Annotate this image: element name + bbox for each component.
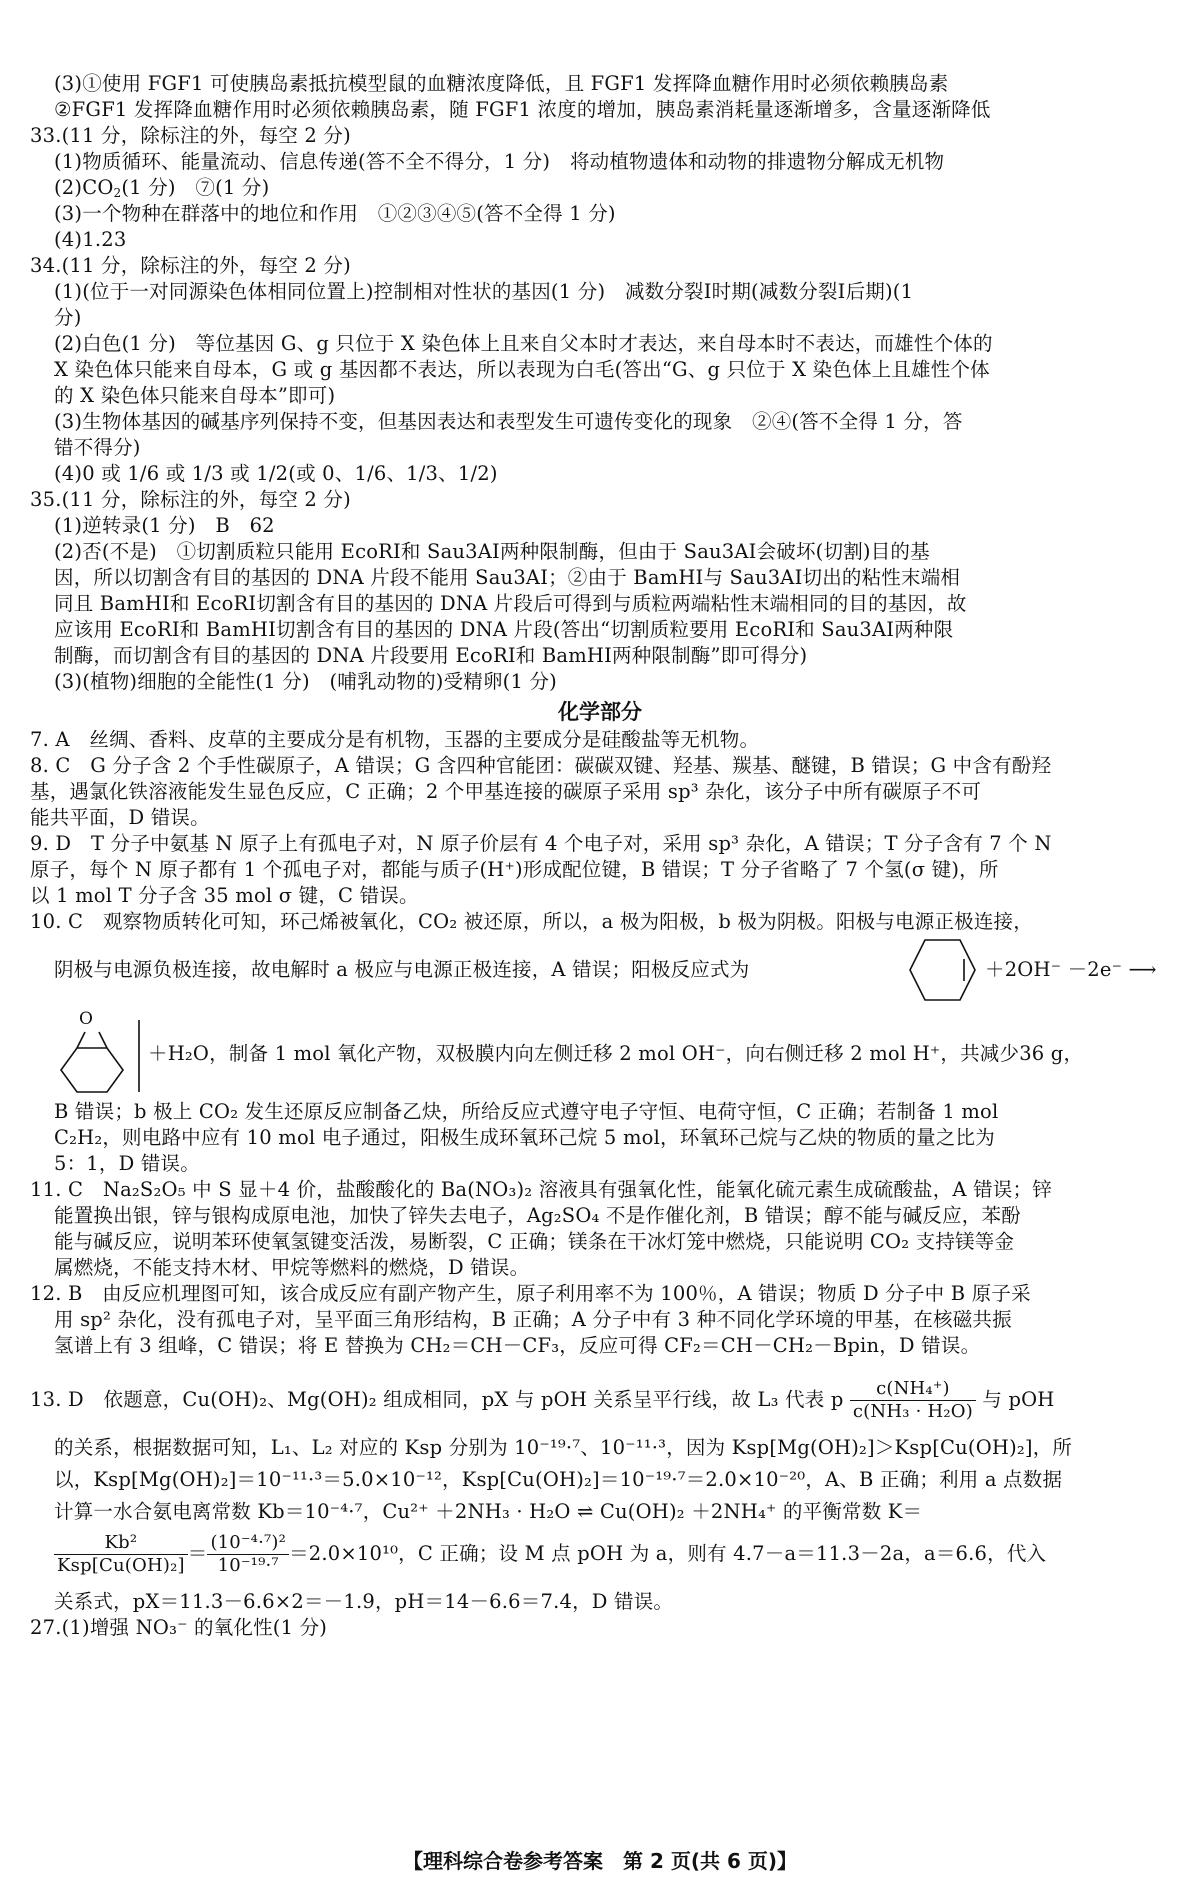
text-line: (3)(植物)细胞的全能性(1 分) (哺乳动物的)受精卵(1 分) (54, 670, 557, 693)
text-line: ＋H₂O，制备 1 mol 氧化产物，双极膜内向左侧迁移 2 mol OH⁻，向右侧迁移 2 mol H⁺，共减少36 g， (148, 1042, 1084, 1065)
text-line: C₂H₂，则电路中应有 10 mol 电子通过，阳极生成环氧环己烷 5 mol，环氧环己烷与乙炔的物质的量之比为 (54, 1126, 995, 1149)
text-line: 能与碱反应，说明苯环使氧氢键变活泼，易断裂，C 正确；镁条在干冰灯笼中燃烧，只能说明 CO₂ 支持镁等金 (54, 1230, 1015, 1253)
text-line: 13. D 依题意，Cu(OH)₂、Mg(OH)₂ 组成相同，pX 与 pOH 关系呈平行线，故 L₃ 代表 p $\frac{\text{c(NH₄⁺)}}{\text{c(NH₃ · H₂O)}}$ 与 pOH (30, 1378, 1055, 1422)
question-heading: 35.(11 分，除标注的外，每空 2 分) (30, 488, 351, 511)
text-line: 11. C Na₂S₂O₅ 中 S 显＋4 价，盐酸酸化的 Ba(NO₃)₂ 溶液具有强氧化性，能氧化硫元素生成硫酸盐，A 错误；锌 (30, 1178, 1052, 1201)
text-line: 分) (54, 306, 82, 329)
text-line: X 染色体只能来自母本，G 或 g 基因都不表达，所以表现为白毛(答出“G、g 只位于 X 染色体上且雄性个体 (54, 358, 990, 381)
text-line: ②FGF1 发挥降血糖作用时必须依赖胰岛素，随 FGF1 浓度的增加，胰岛素消耗量逐渐增多，含量逐渐降低 (54, 98, 991, 121)
text-line: 的关系，根据数据可知，L₁、L₂ 对应的 Ksp 分别为 10⁻¹⁹·⁷、10⁻¹¹·³，因为 Ksp[Mg(OH)₂]＞Ksp[Cu(OH)₂]，所 (54, 1436, 1073, 1459)
k-fraction: $\frac{\text{Kb²}}{\text{Ksp[Cu(OH)₂]}}$ (54, 1532, 188, 1577)
text-line: 制酶，而切割含有目的基因的 DNA 片段要用 EcoRⅠ和 BamHⅠ两种限制酶”即可得分) (54, 644, 808, 667)
value-fraction: $\frac{\text{(10⁻⁴·⁷)²}}{\text{10⁻¹⁹·⁷}}$ (207, 1532, 289, 1577)
cyclohexene-structure (905, 935, 980, 1005)
text-line: (2)否(不是) ①切割质粒只能用 EcoRⅠ和 Sau3AⅠ两种限制酶，但由于 Sau3AⅠ会破坏(切割)目的基 (54, 540, 930, 563)
text-line: 应该用 EcoRⅠ和 BamHⅠ切割含有目的基因的 DNA 片段(答出“切割质粒要用 EcoRⅠ和 Sau3AⅠ两种限 (54, 618, 954, 641)
text-line: (3)一个物种在群落中的地位和作用 ①②③④⑤(答不全得 1 分) (54, 202, 616, 225)
text-line: (4)1.23 (54, 228, 127, 251)
text-line: 5：1，D 错误。 (54, 1152, 200, 1175)
ratio-fraction: $\frac{\text{c(NH₄⁺)}}{\text{c(NH₃ · H₂O)}}$ (850, 1378, 976, 1423)
text-line: 12. B 由反应机理图可知，该合成反应有副产物产生，原子利用率不为 100％，A 错误；物质 D 分子中 B 原子采 (30, 1282, 1031, 1305)
text-line: 因，所以切割含有目的基因的 DNA 片段不能用 Sau3AⅠ；②由于 BamHⅠ与 Sau3AⅠ切出的粘性末端相 (54, 566, 961, 589)
text-line: 7. A 丝绸、香料、皮草的主要成分是有机物，玉器的主要成分是硅酸盐等无机物。 (30, 728, 760, 751)
text-line: (1)物质循环、能量流动、信息传递(答不全不得分，1 分) 将动植物遗体和动物的排遗物分解成无机物 (54, 150, 945, 173)
text-line: 计算一水合氨电离常数 Kb＝10⁻⁴·⁷，Cu²⁺ ＋2NH₃ · H₂O ⇌ Cu(OH)₂ ＋2NH₄⁺ 的平衡常数 K＝ (54, 1500, 923, 1523)
question-heading: 34.(11 分，除标注的外，每空 2 分) (30, 254, 351, 277)
text-line: 同且 BamHⅠ和 EcoRⅠ切割含有目的基因的 DNA 片段后可得到与质粒两端粘性末端相同的目的基因，故 (54, 592, 967, 615)
text-line: 的 X 染色体只能来自母本”即可) (54, 384, 336, 407)
section-title: 化学部分 (558, 700, 642, 724)
text-line: (2)白色(1 分) 等位基因 G、g 只位于 X 染色体上且来自父本时才表达，来自母本时不表达，而雄性个体的 (54, 332, 993, 355)
text-line: 关系式，pX＝11.3－6.6×2＝－1.9，pH＝14－6.6＝7.4，D 错误。 (54, 1590, 674, 1613)
text-line: (1)逆转录(1 分) B 62 (54, 514, 275, 537)
text-line: (1)(位于一对同源染色体相同位置上)控制相对性状的基因(1 分) 减数分裂Ⅰ时期(减数分裂Ⅰ后期)(1 (54, 280, 914, 303)
epoxycyclohexane-structure (55, 1010, 145, 1095)
text-line: 以 1 mol T 分子含 35 mol σ 键，C 错误。 (30, 884, 419, 907)
question-heading: 33.(11 分，除标注的外，每空 2 分) (30, 124, 351, 147)
text-line: 10. C 观察物质转化可知，环己烯被氧化，CO₂ 被还原，所以，a 极为阳极，b 极为阴极。阳极与电源正极连接， (30, 910, 1033, 933)
text-line: 用 sp² 杂化，没有孤电子对，呈平面三角形结构，B 正确；A 分子中有 3 种不同化学环境的甲基，在核磁共振 (54, 1308, 1012, 1331)
text-line: 氢谱上有 3 组峰，C 错误；将 E 替换为 CH₂＝CH－CF₃，反应可得 CF₂＝CH－CH₂－Bpin，D 错误。 (54, 1334, 981, 1357)
oxygen-label: O (79, 1009, 94, 1029)
text-line: 原子，每个 N 原子都有 1 个孤电子对，都能与质子(H⁺)形成配位键，B 错误；T 分子省略了 7 个氢(σ 键)，所 (30, 858, 999, 881)
text-line: 以，Ksp[Mg(OH)₂]＝10⁻¹¹·³＝5.0×10⁻¹²，Ksp[Cu(OH)₂]＝10⁻¹⁹·⁷＝2.0×10⁻²⁰，A、B 正确；利用 a 点数据 (54, 1468, 1063, 1491)
text-line: 能共平面，D 错误。 (30, 806, 210, 829)
text-line: B 错误；b 极上 CO₂ 发生还原反应制备乙炔，所给反应式遵守电子守恒、电荷守恒，C 正确；若制备 1 mol (54, 1100, 999, 1123)
text-line: (3)生物体基因的碱基序列保持不变，但基因表达和表型发生可遗传变化的现象 ②④(答不全得 1 分，答 (54, 410, 963, 433)
text-line: $(2)CO_2(1$ 分) ⑦(1 分) (54, 176, 270, 200)
text-line: 8. C G 分子含 2 个手性碳原子，A 错误；G 含四种官能团：碳碳双键、羟基、羰基、醚键，B 错误；G 中含有酚羟 (30, 754, 1052, 777)
text-line: (3)①使用 FGF1 可使胰岛素抵抗模型鼠的血糖浓度降低，且 FGF1 发挥降血糖作用时必须依赖胰岛素 (54, 72, 949, 95)
text-line: ＋2OH⁻ －2e⁻ ⟶ (985, 958, 1157, 981)
text-line: 27.(1)增强 NO₃⁻ 的氧化性(1 分) (30, 1616, 328, 1639)
text-line: 能置换出银，锌与银构成原电池，加快了锌失去电子，Ag₂SO₄ 不是作催化剂，B 错误；醇不能与碱反应，苯酚 (54, 1204, 1021, 1227)
text-line: $\frac{\text{Kb²}}{\text{Ksp[Cu(OH)₂]}}$ ＝ $\frac{\text{(10⁻⁴·⁷)²}}{\text{10⁻¹⁹·⁷}}$ ＝2.0×10¹⁰，C 正确；设 M 点 pOH 为 a，则有 4.7－a＝11.3－2a，a＝6.6，代入 (54, 1530, 1046, 1578)
text-line: 属燃烧，不能支持木材、甲烷等燃料的燃烧，D 错误。 (54, 1256, 530, 1279)
text-line: 阴极与电源负极连接，故电解时 a 极应与电源正极连接，A 错误；阳极反应式为 (54, 958, 750, 981)
text-line: 9. D T 分子中氨基 N 原子上有孤电子对，N 原子价层有 4 个电子对，采用 sp³ 杂化，A 错误；T 分子含有 7 个 N (30, 832, 1052, 855)
text-line: (4)0 或 1/6 或 1/3 或 1/2(或 0、1/6、1/3、1/2) (54, 462, 498, 485)
page-footer: 【理科综合卷参考答案 第 2 页(共 6 页)】 (403, 1849, 797, 1873)
text-line: 基，遇氯化铁溶液能发生显色反应，C 正确；2 个甲基连接的碳原子采用 sp³ 杂化，该分子中所有碳原子不可 (30, 780, 982, 803)
text-line: 错不得分) (54, 436, 141, 459)
